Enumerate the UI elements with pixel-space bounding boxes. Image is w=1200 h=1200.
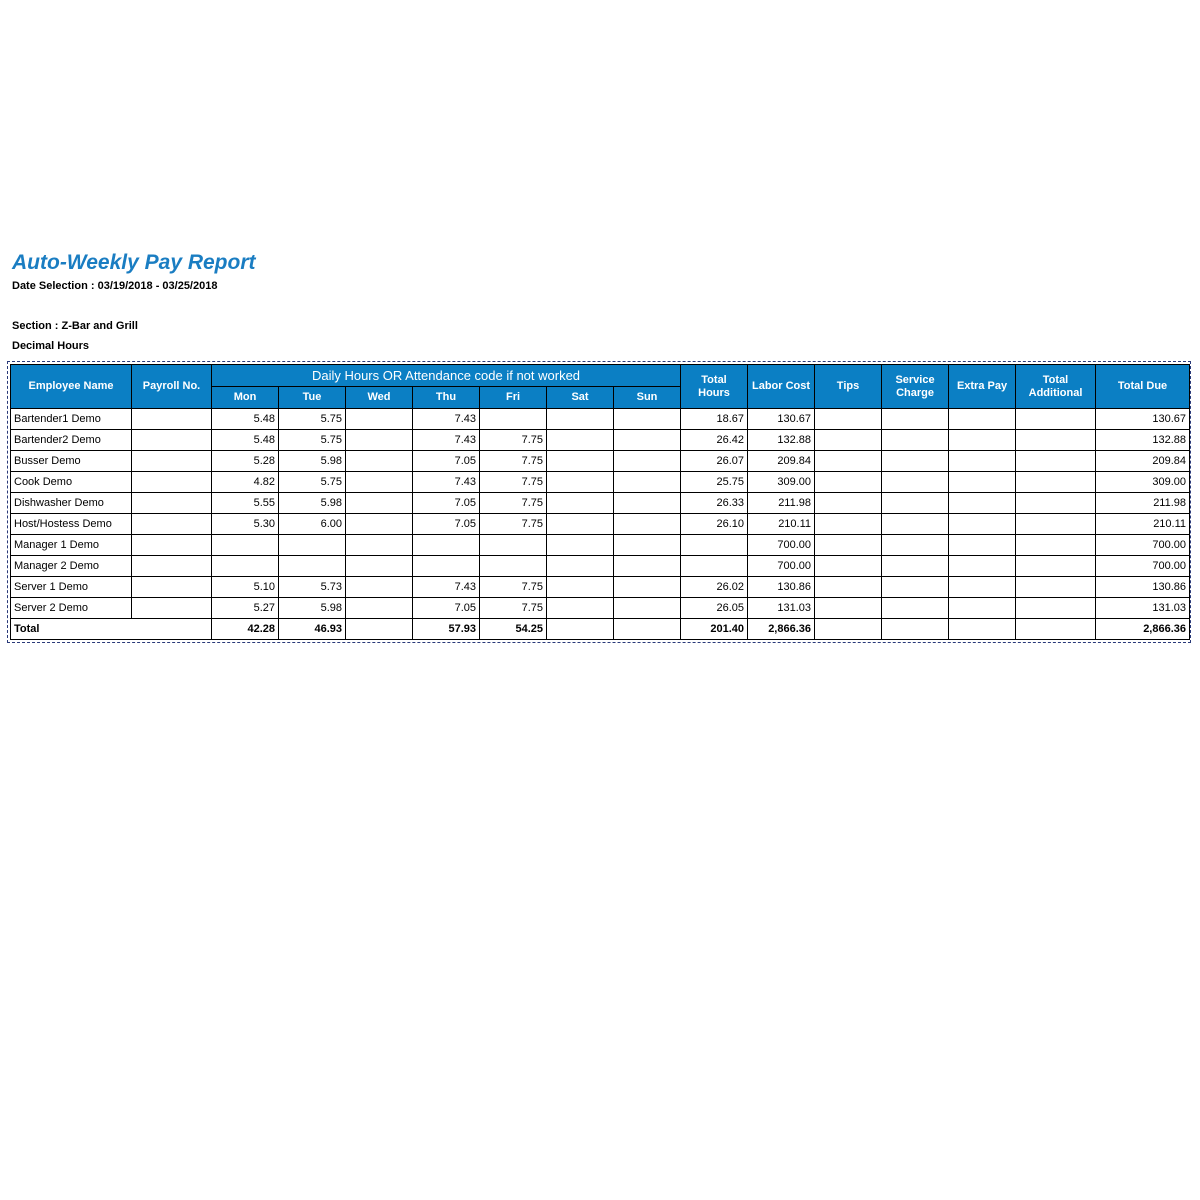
total-additional-cell xyxy=(1016,514,1096,535)
hours-mon-cell: 5.30 xyxy=(212,514,279,535)
total-hours-wed-cell xyxy=(346,619,413,640)
total-due-cell: 130.86 xyxy=(1096,577,1190,598)
hours-sat-cell xyxy=(547,514,614,535)
report-title: Auto-Weekly Pay Report xyxy=(12,251,256,274)
extra-pay-cell xyxy=(949,556,1016,577)
tips-cell xyxy=(815,535,882,556)
hours-thu-cell: 7.43 xyxy=(413,430,480,451)
hours-fri-cell: 7.75 xyxy=(480,598,547,619)
hours-wed-cell xyxy=(346,577,413,598)
col-header-day-thu: Thu xyxy=(413,387,480,409)
hours-fri-cell: 7.75 xyxy=(480,451,547,472)
table-row xyxy=(11,409,1190,430)
hours-tue-cell xyxy=(279,556,346,577)
total-hours-cell: 25.75 xyxy=(681,472,748,493)
employee-name-cell: Bartender1 Demo xyxy=(11,409,132,430)
hours-mon-cell xyxy=(212,535,279,556)
payroll-no-cell xyxy=(132,577,212,598)
hours-mode-label: Decimal Hours xyxy=(12,340,90,352)
hours-fri-cell xyxy=(480,409,547,430)
labor-cost-cell: 700.00 xyxy=(748,535,815,556)
hours-mon-cell: 5.27 xyxy=(212,598,279,619)
total-due-cell: 211.98 xyxy=(1096,493,1190,514)
payroll-no-cell xyxy=(132,514,212,535)
col-header-daily-hours-group: Daily Hours OR Attendance code if not worked xyxy=(212,365,681,387)
tips-cell xyxy=(815,493,882,514)
hours-mon-cell: 5.28 xyxy=(212,451,279,472)
hours-thu-cell: 7.05 xyxy=(413,598,480,619)
col-header-day-tue: Tue xyxy=(279,387,346,409)
service-charge-cell xyxy=(882,514,949,535)
extra-pay-cell xyxy=(949,493,1016,514)
total-hours-fri-cell: 54.25 xyxy=(480,619,547,640)
total-due-cell: 131.03 xyxy=(1096,598,1190,619)
total-hours-thu-cell: 57.93 xyxy=(413,619,480,640)
hours-thu-cell: 7.43 xyxy=(413,577,480,598)
extra-pay-cell xyxy=(949,577,1016,598)
col-header-extra-pay: Extra Pay xyxy=(949,365,1016,409)
col-header-labor-cost: Labor Cost xyxy=(748,365,815,409)
payroll-no-cell xyxy=(132,535,212,556)
employee-name-cell: Host/Hostess Demo xyxy=(11,514,132,535)
hours-tue-cell: 5.98 xyxy=(279,598,346,619)
hours-sun-cell xyxy=(614,451,681,472)
hours-sat-cell xyxy=(547,451,614,472)
col-header-service-charge: Service Charge xyxy=(882,365,949,409)
hours-sun-cell xyxy=(614,577,681,598)
payroll-no-cell xyxy=(132,409,212,430)
extra-pay-cell xyxy=(949,472,1016,493)
table-row xyxy=(11,451,1190,472)
employee-name-cell: Busser Demo xyxy=(11,451,132,472)
totals-tips-cell xyxy=(815,619,882,640)
total-additional-cell xyxy=(1016,451,1096,472)
total-hours-cell: 26.02 xyxy=(681,577,748,598)
hours-mon-cell xyxy=(212,556,279,577)
totals-labor-cost-cell: 2,866.36 xyxy=(748,619,815,640)
payroll-no-cell xyxy=(132,493,212,514)
hours-sun-cell xyxy=(614,556,681,577)
total-hours-cell: 18.67 xyxy=(681,409,748,430)
service-charge-cell xyxy=(882,556,949,577)
hours-sun-cell xyxy=(614,535,681,556)
col-header-day-sun: Sun xyxy=(614,387,681,409)
tips-cell xyxy=(815,451,882,472)
totals-total-additional-cell xyxy=(1016,619,1096,640)
hours-mon-cell: 4.82 xyxy=(212,472,279,493)
total-due-cell: 209.84 xyxy=(1096,451,1190,472)
total-hours-cell: 26.33 xyxy=(681,493,748,514)
payroll-no-cell xyxy=(132,598,212,619)
tips-cell xyxy=(815,430,882,451)
hours-wed-cell xyxy=(346,493,413,514)
total-additional-cell xyxy=(1016,472,1096,493)
labor-cost-cell: 132.88 xyxy=(748,430,815,451)
hours-thu-cell xyxy=(413,556,480,577)
total-hours-cell xyxy=(681,535,748,556)
hours-tue-cell: 5.73 xyxy=(279,577,346,598)
total-due-cell: 700.00 xyxy=(1096,556,1190,577)
col-header-day-sat: Sat xyxy=(547,387,614,409)
pay-report-table xyxy=(10,364,1190,640)
total-hours-cell xyxy=(681,556,748,577)
total-additional-cell xyxy=(1016,556,1096,577)
hours-tue-cell: 5.98 xyxy=(279,451,346,472)
labor-cost-cell: 209.84 xyxy=(748,451,815,472)
employee-name-cell: Server 1 Demo xyxy=(11,577,132,598)
col-header-payroll-no: Payroll No. xyxy=(132,365,212,409)
hours-thu-cell: 7.05 xyxy=(413,493,480,514)
total-hours-tue-cell: 46.93 xyxy=(279,619,346,640)
hours-sat-cell xyxy=(547,409,614,430)
col-header-employee-name: Employee Name xyxy=(11,365,132,409)
table-row xyxy=(11,472,1190,493)
payroll-no-cell xyxy=(132,556,212,577)
hours-thu-cell: 7.05 xyxy=(413,451,480,472)
hours-sun-cell xyxy=(614,409,681,430)
tips-cell xyxy=(815,598,882,619)
hours-wed-cell xyxy=(346,451,413,472)
hours-fri-cell xyxy=(480,535,547,556)
col-header-total-due: Total Due xyxy=(1096,365,1190,409)
total-due-cell: 700.00 xyxy=(1096,535,1190,556)
table-row xyxy=(11,535,1190,556)
total-due-cell: 210.11 xyxy=(1096,514,1190,535)
tips-cell xyxy=(815,556,882,577)
hours-fri-cell: 7.75 xyxy=(480,493,547,514)
hours-sun-cell xyxy=(614,472,681,493)
service-charge-cell xyxy=(882,598,949,619)
hours-tue-cell: 5.75 xyxy=(279,472,346,493)
employee-name-cell: Server 2 Demo xyxy=(11,598,132,619)
totals-extra-pay-cell xyxy=(949,619,1016,640)
tips-cell xyxy=(815,514,882,535)
totals-label: Total xyxy=(11,619,212,640)
hours-fri-cell: 7.75 xyxy=(480,514,547,535)
total-additional-cell xyxy=(1016,409,1096,430)
labor-cost-cell: 130.86 xyxy=(748,577,815,598)
total-hours-cell: 26.10 xyxy=(681,514,748,535)
service-charge-cell xyxy=(882,472,949,493)
extra-pay-cell xyxy=(949,514,1016,535)
table-row xyxy=(11,577,1190,598)
col-header-day-wed: Wed xyxy=(346,387,413,409)
totals-total-due-cell: 2,866.36 xyxy=(1096,619,1190,640)
col-header-tips: Tips xyxy=(815,365,882,409)
hours-sat-cell xyxy=(547,493,614,514)
employee-name-cell: Dishwasher Demo xyxy=(11,493,132,514)
total-hours-cell: 26.42 xyxy=(681,430,748,451)
service-charge-cell xyxy=(882,430,949,451)
hours-mon-cell: 5.48 xyxy=(212,409,279,430)
employee-name-cell: Cook Demo xyxy=(11,472,132,493)
hours-sun-cell xyxy=(614,514,681,535)
hours-fri-cell: 7.75 xyxy=(480,577,547,598)
total-hours-sun-cell xyxy=(614,619,681,640)
hours-tue-cell: 5.75 xyxy=(279,430,346,451)
total-hours-sat-cell xyxy=(547,619,614,640)
employee-name-cell: Manager 1 Demo xyxy=(11,535,132,556)
labor-cost-cell: 130.67 xyxy=(748,409,815,430)
total-hours-cell: 26.07 xyxy=(681,451,748,472)
hours-tue-cell: 5.98 xyxy=(279,493,346,514)
labor-cost-cell: 210.11 xyxy=(748,514,815,535)
hours-wed-cell xyxy=(346,409,413,430)
total-due-cell: 132.88 xyxy=(1096,430,1190,451)
hours-tue-cell xyxy=(279,535,346,556)
service-charge-cell xyxy=(882,451,949,472)
total-due-cell: 130.67 xyxy=(1096,409,1190,430)
hours-thu-cell: 7.43 xyxy=(413,472,480,493)
extra-pay-cell xyxy=(949,535,1016,556)
date-selection: Date Selection : 03/19/2018 - 03/25/2018 xyxy=(12,280,218,292)
table-row xyxy=(11,493,1190,514)
hours-fri-cell: 7.75 xyxy=(480,430,547,451)
hours-thu-cell xyxy=(413,535,480,556)
hours-fri-cell: 7.75 xyxy=(480,472,547,493)
employee-name-cell: Manager 2 Demo xyxy=(11,556,132,577)
hours-sun-cell xyxy=(614,430,681,451)
table-row xyxy=(11,514,1190,535)
hours-wed-cell xyxy=(346,598,413,619)
total-due-cell: 309.00 xyxy=(1096,472,1190,493)
section-label: Section : Z-Bar and Grill xyxy=(12,320,138,332)
header-row-group xyxy=(11,365,1190,387)
hours-thu-cell: 7.05 xyxy=(413,514,480,535)
labor-cost-cell: 211.98 xyxy=(748,493,815,514)
total-additional-cell xyxy=(1016,430,1096,451)
service-charge-cell xyxy=(882,535,949,556)
payroll-no-cell xyxy=(132,430,212,451)
hours-thu-cell: 7.43 xyxy=(413,409,480,430)
totals-service-charge-cell xyxy=(882,619,949,640)
totals-row xyxy=(11,619,1190,640)
hours-wed-cell xyxy=(346,535,413,556)
total-additional-cell xyxy=(1016,577,1096,598)
labor-cost-cell: 700.00 xyxy=(748,556,815,577)
payroll-no-cell xyxy=(132,472,212,493)
service-charge-cell xyxy=(882,493,949,514)
table-body xyxy=(11,409,1190,619)
hours-wed-cell xyxy=(346,430,413,451)
col-header-day-mon: Mon xyxy=(212,387,279,409)
total-hours-cell: 26.05 xyxy=(681,598,748,619)
hours-mon-cell: 5.48 xyxy=(212,430,279,451)
employee-name-cell: Bartender2 Demo xyxy=(11,430,132,451)
payroll-no-cell xyxy=(132,451,212,472)
labor-cost-cell: 309.00 xyxy=(748,472,815,493)
table-row xyxy=(11,598,1190,619)
col-header-total-hours: Total Hours xyxy=(681,365,748,409)
hours-sun-cell xyxy=(614,598,681,619)
hours-sat-cell xyxy=(547,556,614,577)
hours-sat-cell xyxy=(547,598,614,619)
extra-pay-cell xyxy=(949,430,1016,451)
service-charge-cell xyxy=(882,577,949,598)
extra-pay-cell xyxy=(949,598,1016,619)
hours-sat-cell xyxy=(547,472,614,493)
labor-cost-cell: 131.03 xyxy=(748,598,815,619)
total-additional-cell xyxy=(1016,493,1096,514)
hours-mon-cell: 5.55 xyxy=(212,493,279,514)
total-additional-cell xyxy=(1016,598,1096,619)
hours-wed-cell xyxy=(346,556,413,577)
hours-wed-cell xyxy=(346,472,413,493)
total-additional-cell xyxy=(1016,535,1096,556)
tips-cell xyxy=(815,577,882,598)
hours-tue-cell: 5.75 xyxy=(279,409,346,430)
hours-fri-cell xyxy=(480,556,547,577)
tips-cell xyxy=(815,409,882,430)
total-hours-mon-cell: 42.28 xyxy=(212,619,279,640)
tips-cell xyxy=(815,472,882,493)
hours-mon-cell: 5.10 xyxy=(212,577,279,598)
extra-pay-cell xyxy=(949,409,1016,430)
hours-tue-cell: 6.00 xyxy=(279,514,346,535)
extra-pay-cell xyxy=(949,451,1016,472)
totals-total-hours-cell: 201.40 xyxy=(681,619,748,640)
table-row xyxy=(11,556,1190,577)
hours-sat-cell xyxy=(547,535,614,556)
col-header-total-additional: Total Additional xyxy=(1016,365,1096,409)
hours-sat-cell xyxy=(547,430,614,451)
service-charge-cell xyxy=(882,409,949,430)
hours-sun-cell xyxy=(614,493,681,514)
hours-wed-cell xyxy=(346,514,413,535)
col-header-day-fri: Fri xyxy=(480,387,547,409)
hours-sat-cell xyxy=(547,577,614,598)
table-row xyxy=(11,430,1190,451)
